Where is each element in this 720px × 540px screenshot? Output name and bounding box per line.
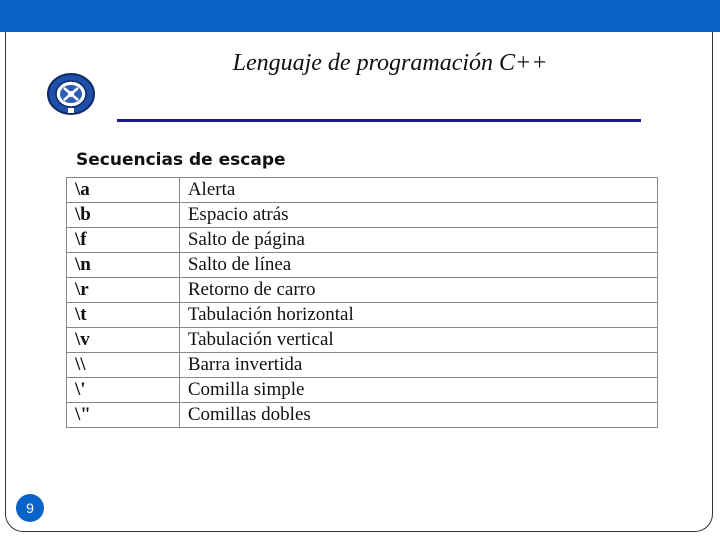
table-row <box>67 178 658 203</box>
escape-code: \' <box>67 378 180 403</box>
table-row <box>67 403 658 428</box>
escape-code: \r <box>67 278 180 303</box>
escape-description: Barra invertida <box>179 353 657 378</box>
table-row <box>67 253 658 278</box>
table-row <box>67 228 658 253</box>
escape-code: \" <box>67 403 180 428</box>
header-bar <box>0 0 720 32</box>
escape-description: Salto de línea <box>179 253 657 278</box>
page-number-badge: 9 <box>16 494 44 522</box>
title-underline <box>117 119 641 122</box>
escape-description: Espacio atrás <box>179 203 657 228</box>
escape-code: \n <box>67 253 180 278</box>
escape-code: \t <box>67 303 180 328</box>
slide-title: Lenguaje de programación C++ <box>232 50 548 76</box>
table-row <box>67 203 658 228</box>
escape-description: Comillas dobles <box>179 403 657 428</box>
escape-code: \\ <box>67 353 180 378</box>
escape-description: Salto de página <box>179 228 657 253</box>
escape-description: Tabulación horizontal <box>179 303 657 328</box>
table-row <box>67 328 658 353</box>
table-row <box>67 353 658 378</box>
escape-description: Retorno de carro <box>179 278 657 303</box>
escape-description: Tabulación vertical <box>179 328 657 353</box>
table-row <box>67 278 658 303</box>
escape-description: Alerta <box>179 178 657 203</box>
escape-sequences-table <box>66 177 658 428</box>
table-heading: Secuencias de escape <box>76 150 286 170</box>
escape-code: \a <box>67 178 180 203</box>
escape-code: \v <box>67 328 180 353</box>
table-row <box>67 378 658 403</box>
escape-code: \b <box>67 203 180 228</box>
table-row <box>67 303 658 328</box>
escape-description: Comilla simple <box>179 378 657 403</box>
university-seal-icon <box>46 72 96 116</box>
escape-code: \f <box>67 228 180 253</box>
